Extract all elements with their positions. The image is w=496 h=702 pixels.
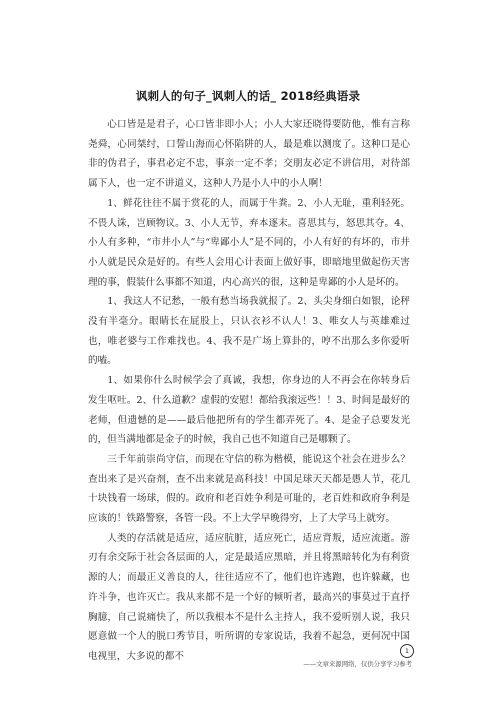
document-title: 讽刺人的句子_讽刺人的话_ 2018经典语录 <box>135 89 361 103</box>
page-footer <box>303 659 412 668</box>
paragraph-3: 1、我这人不记愁，一般有愁当场我就报了。2、头尖身细白如银，论秤没有半毫分。眼睛长在屁股上，只认衣衫不认人！3、唯女人与英雄难过也，唯老婆与工作难找也。4、我不是广场上算卦的，哼不出那么多你爱听的嗑。 <box>88 296 410 367</box>
paragraph-5: 三千年前崇尚守信，而现在守信的称为楷模，能说这个社会在进步么？查出来了是兴奋剂，查不出来就是高科技！中国足球天天都是愚人节，花几十块钱看一场球，假的。政府和老百姓争利是可耻的，老百姓和政府争利是应该的！铁路警察，各管一段。不上大学早晚得穷，上了大学马上就穷。 <box>88 453 410 525</box>
document-body <box>88 115 410 667</box>
page-number-badge: 1 <box>400 644 414 658</box>
paragraph-1: 心口皆是是君子，心口皆非即小人；小人大家还晓得要防他，惟有言称尧舜，心同桀纣，口誓山海而心怀陷阱的人，最是难以测度了。这种口是心非的伪君子，事君必定不忠，事亲一定不孝；交朋友必定不讲信用，对待部属下人，也一定不讲道义，这种人乃是小人中的小人啊！ <box>88 119 410 190</box>
paragraph-6: 人类的存活就是适应，适应肮脏，适应死亡，适应背叛，适应流逝。游刃有余交际于社会各层面的人，定是最适应黑暗，并且将黑暗转化为有利资源的人；而最正义善良的人，往往适应不了，他们也许逃跑，也许躲藏，也许斗争，也许灭亡。我从来都不是一个好的倾听者，最高兴的事莫过于直抒胸臆，自己说痛快了，所以我根本不是什么主持人，我不爱听别人说，我只愿意做一个人的脱口秀节目，听所谓的专家说话，我着不起急，更何况中国电视里，大多说的都不 <box>88 532 410 662</box>
footer-source-text: ——文章来源网络，仅供分享学习参考 <box>303 660 412 668</box>
paragraph-2: 1、鲜花往往不属于赏花的人，而属于牛粪。2、小人无耻，重利轻死。不畏人诛，岂顾物议。3、小人无节，弃本逐末。喜思其与，怒思其夺。4、小人有多种，“市井小人”与“卑鄙小人”是不同的，小人有好的有坏的，市井小人就是民众是好的。有些人会用心计表面上做好事，即暗地里做起伤天害理的事，假装什么事都不知道，内心高兴的很，这种是卑鄙的小人是坏的。 <box>88 197 410 288</box>
paragraph-4: 1、如果你什么时候学会了真诚，我想，你身边的人不再会在你转身后发生呕吐。2、什么道歉？虚假的安慰！都给我滚远些！！3、时间是最好的老师，但遗憾的是——最后他把所有的学生都弄死了。4、是金子总要发光的，但当满地都是金子的时候，我自己也不知道自己是哪颗了。 <box>88 375 410 446</box>
